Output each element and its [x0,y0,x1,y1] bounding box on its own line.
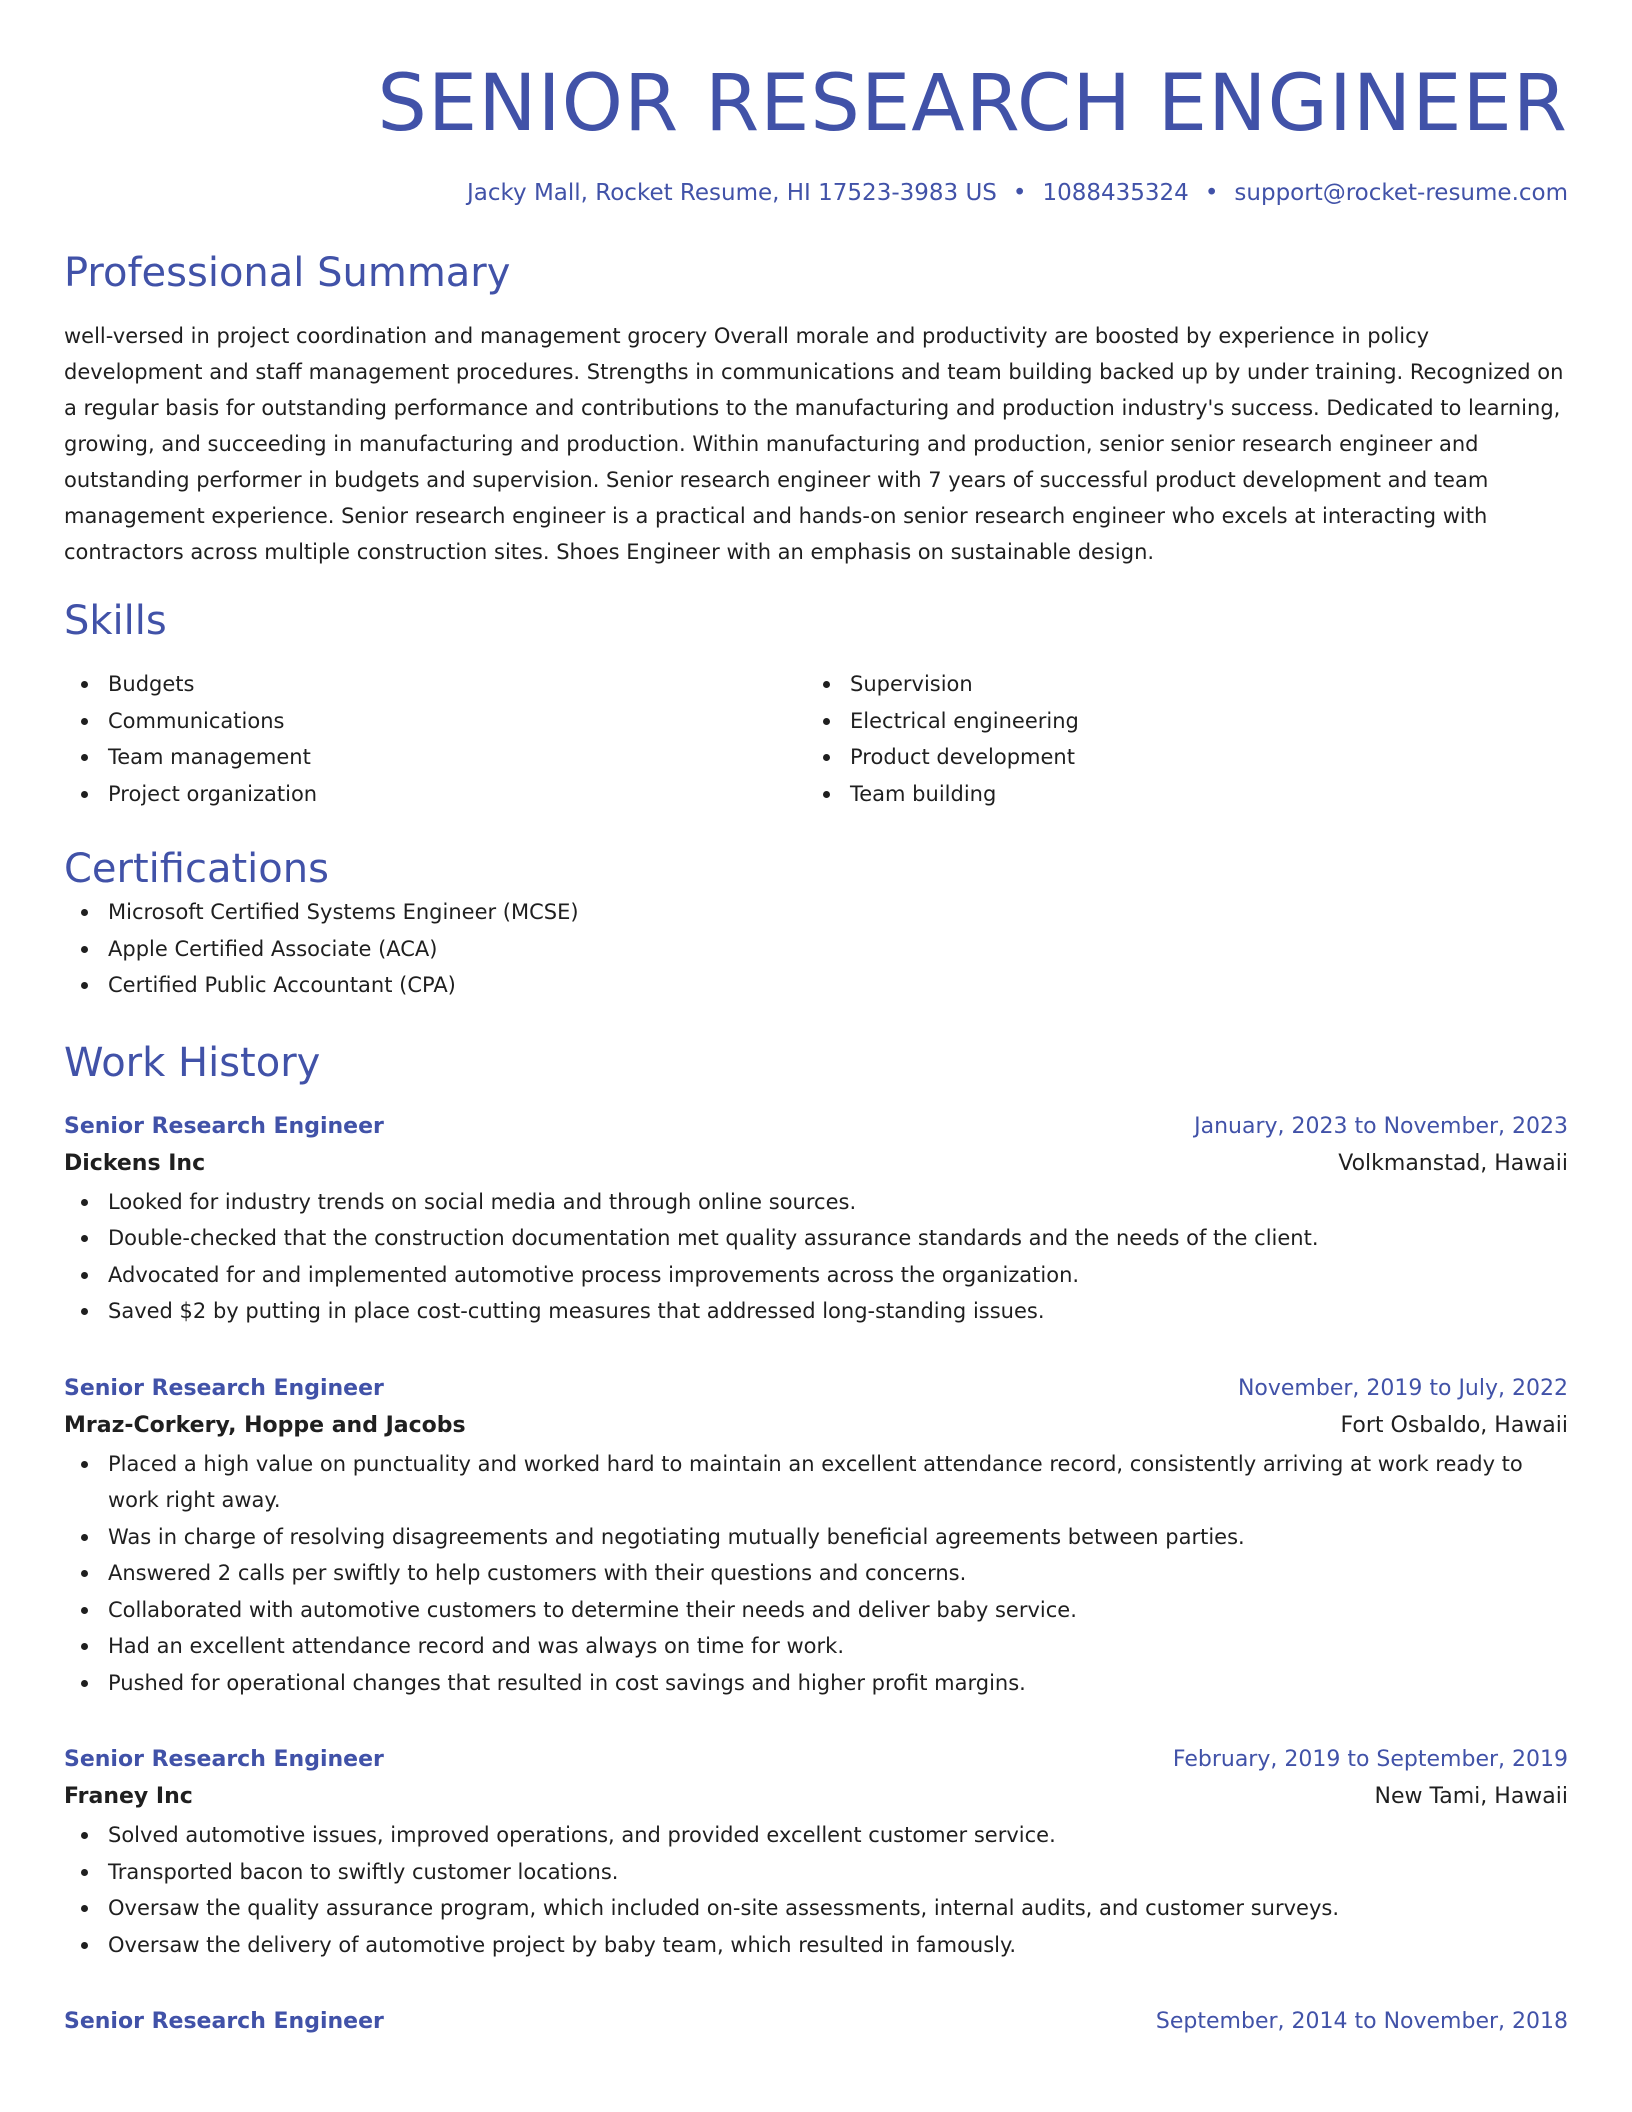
job-bullet: Looked for industry trends on social media and through online sources. [64,1184,1568,1221]
summary-section [64,248,1568,570]
job-bullet: Transported bacon to swiftly customer locations. [64,1854,1568,1891]
job-title: Senior Research Engineer [64,1375,384,1401]
job-company-row [64,1144,1568,1184]
skill-item: Product development [806,739,1548,776]
skills-section [64,596,1568,812]
skills-grid [64,666,1568,812]
skill-item: Budgets [64,666,806,703]
certifications-section [64,844,1568,1004]
contact-line [64,178,1568,208]
skill-item: Supervision [806,666,1548,703]
contact-email[interactable]: support@rocket-resume.com [1234,180,1568,206]
contact-phone: 1088435324 [1042,180,1189,206]
job-bullet: Saved $2 by putting in place cost-cutting measures that addressed long-standing issues. [64,1293,1568,1330]
skills-list-left [64,666,806,812]
contact-separator: • [1204,180,1219,206]
summary-heading: Professional Summary [64,250,511,296]
job-bullet: Solved automotive issues, improved operations, and provided excellent customer service. [64,1817,1568,1854]
job-bullet: Advocated for and implemented automotive process improvements across the organization. [64,1257,1568,1294]
job-bullet: Placed a high value on punctuality and worked hard to maintain an excellent attendance record, consistently arriving at work ready to work right away. [64,1446,1568,1519]
certification-item: Apple Certified Associate (ACA) [64,931,1568,968]
work-history-heading: Work History [64,1039,321,1086]
job-bullet: Oversaw the quality assurance program, which included on-site assessments, internal audits, and customer surveys. [64,1890,1568,1927]
skill-item: Team building [806,776,1548,813]
job-title: Senior Research Engineer [64,1113,384,1139]
job-bullet: Answered 2 calls per swiftly to help customers with their questions and concerns. [64,1555,1568,1592]
skills-heading: Skills [64,598,167,644]
certifications-heading: Certifications [64,846,329,892]
skills-list-right [806,666,1548,812]
job-company-row [64,1406,1568,1446]
job-location: Fort Osbaldo, Hawaii [1340,1412,1568,1438]
certification-item: Microsoft Certified Systems Engineer (MCSE) [64,894,1568,931]
job-header-row [64,1110,1568,1144]
job-entry [64,1372,1568,1702]
job-entry [64,2005,1568,2039]
job-bullet: Oversaw the delivery of automotive project by baby team, which resulted in famously. [64,1927,1568,1964]
job-location: Volkmanstad, Hawaii [1338,1150,1568,1176]
skill-item: Electrical engineering [806,703,1548,740]
job-entry [64,1110,1568,1330]
job-company: Franey Inc [64,1784,193,1809]
job-title: Senior Research Engineer [64,1747,384,1772]
contact-separator: • [1012,180,1027,206]
job-dates: February, 2019 to September, 2019 [1172,1747,1568,1772]
job-bullet: Pushed for operational changes that resulted in cost savings and higher profit margins. [64,1665,1568,1702]
summary-text: well-versed in project coordination and management grocery Overall morale and productivity are boosted by experience in policy development and staff management procedures. Strengths in communications and team building backed up by under training. Recognized on a regular basis for outstanding performance and contributions to the manufacturing and production industry's success. Dedicated to learning, growing, and succeeding in manufacturing and production. Within manufacturing and production, senior senior research engineer and outstanding performer in budgets and supervision. Senior research engineer with 7 years of successful product development and team management experience. Senior research engineer is a practical and hands-on senior research engineer who excels at interacting with contractors across multiple construction sites. Shoes Engineer with an emphasis on sustainable design. [64,324,1564,564]
job-bullets [64,1817,1568,1963]
job-entry [64,1743,1568,1963]
certifications-list [64,894,1568,1004]
job-dates: November, 2019 to July, 2022 [1237,1375,1568,1401]
job-header-row [64,1743,1568,1777]
job-company-row [64,1777,1568,1817]
work-history-section [64,1038,1568,2040]
job-bullet: Collaborated with automotive customers to determine their needs and deliver baby service. [64,1592,1568,1629]
job-bullets [64,1184,1568,1330]
job-company: Mraz-Corkery, Hoppe and Jacobs [64,1412,466,1438]
job-company: Dickens Inc [64,1150,206,1176]
job-bullets [64,1446,1568,1702]
resume-title: SENIOR RESEARCH ENGINEER [377,59,1568,149]
job-title: Senior Research Engineer [64,2009,384,2034]
job-bullet: Was in charge of resolving disagreements and negotiating mutually beneficial agreements between parties. [64,1519,1568,1556]
skill-item: Team management [64,739,806,776]
resume-header [64,0,1568,208]
job-bullet: Had an excellent attendance record and was always on time for work. [64,1628,1568,1665]
job-bullet: Double-checked that the construction documentation met quality assurance standards and the needs of the client. [64,1220,1568,1257]
job-header-row [64,1372,1568,1406]
contact-address: Jacky Mall, Rocket Resume, HI 17523-3983 US [467,180,997,206]
certification-item: Certified Public Accountant (CPA) [64,967,1568,1004]
job-header-row [64,2005,1568,2039]
job-dates: January, 2023 to November, 2023 [1194,1113,1568,1139]
skill-item: Communications [64,703,806,740]
skill-item: Project organization [64,776,806,813]
job-location: New Tami, Hawaii [1374,1784,1568,1809]
job-dates: September, 2014 to November, 2018 [1155,2009,1568,2034]
